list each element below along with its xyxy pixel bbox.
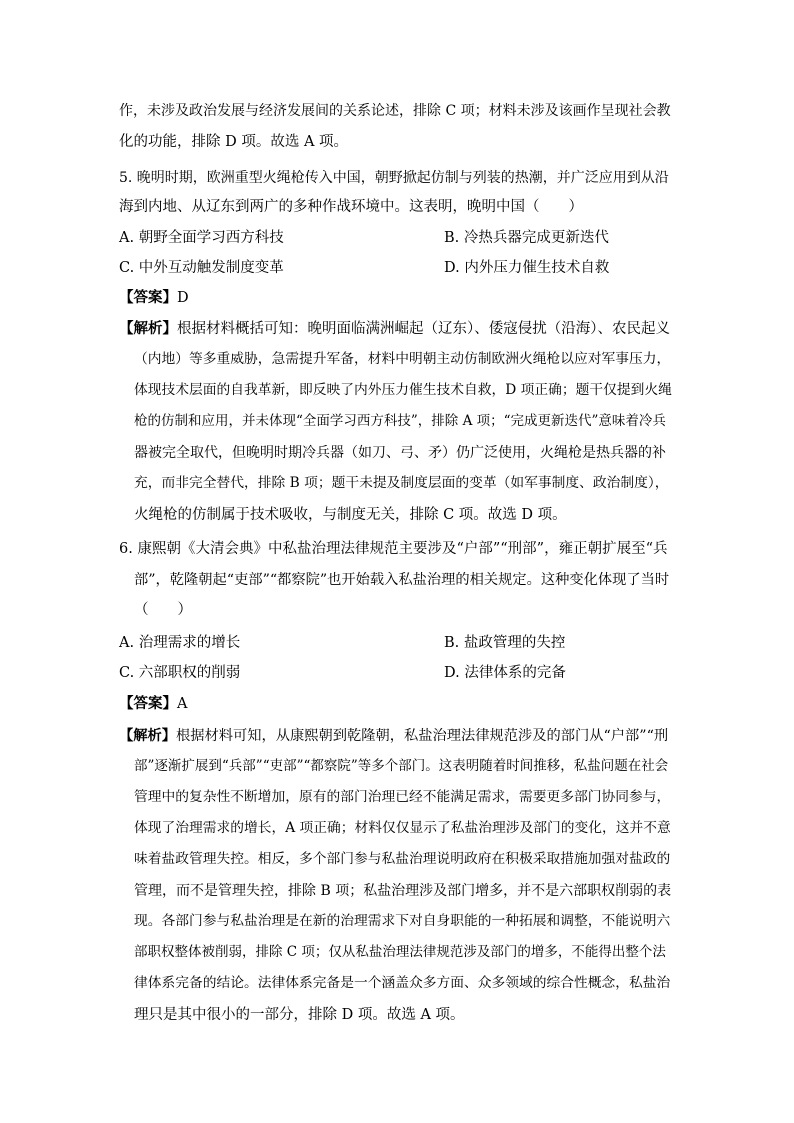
q6-option-b: B. 盐政管理的失控 — [444, 635, 566, 651]
q5-analysis-line-7: 火绳枪的仿制属于技术吸收，与制度无关，排除 C 项。故选 D 项。 — [134, 507, 567, 523]
q6-analysis-line-5: 味着盐政管理失控。相反，多个部门参与私盐治理说明政府在积极采取措施加强对盐政的 — [134, 851, 671, 867]
q5-answer-value: D — [177, 290, 189, 306]
q6-analysis-line-2: 部”逐渐扩展到“兵部”“吏部”“都察院”等多个部门。这表明随着时间推移，私盐问题在社会 — [134, 758, 669, 774]
q5-option-b: B. 冷热兵器完成更新迭代 — [444, 230, 609, 246]
q5-option-d: D. 内外压力催生技术自救 — [444, 260, 610, 276]
q5-option-c: C. 中外互动触发制度变革 — [119, 260, 284, 276]
q5-answer — [119, 291, 189, 306]
q5-stem-line-1: 5. 晚明时期，欧洲重型火绳枪传入中国，朝野掀起仿制与列装的热潮，并广泛应用到从沿 — [119, 170, 669, 186]
q6-analysis-line-6: 管理，而不是管理失控，排除 B 项；私盐治理涉及部门增多，并不是六部职权削弱的表 — [134, 883, 672, 899]
q5-answer-label: 【答案】 — [119, 289, 177, 306]
q6-analysis-line-1: 【解析】根据材料可知，从康熙朝到乾隆朝，私盐治理法律规范涉及的部门从“户部”“刑 — [119, 728, 669, 744]
q6-analysis-line-7: 现。各部门参与私盐治理是在新的治理需求下对自身职能的一种拓展和调整，不能说明六 — [134, 913, 671, 929]
q4-tail-line-1: 作，未涉及政治发展与经济发展间的关系论述，排除 C 项；材料未涉及该画作呈现社会教 — [119, 103, 671, 119]
q6-option-d: D. 法律体系的完备 — [444, 665, 566, 681]
q6-answer-label: 【答案】 — [119, 695, 177, 712]
q6-answer-value: A — [177, 696, 188, 712]
q5-analysis-line-1: 【解析】根据材料概括可知：晚明面临满洲崛起（辽东）、倭寇侵扰（沿海）、农民起义 — [119, 320, 670, 337]
q5-option-a: A. 朝野全面学习西方科技 — [119, 230, 284, 246]
q5-analysis-line-3: 体现技术层面的自我革新，即反映了内外压力催生技术自救，D 项正确；题干仅提到火绳 — [134, 382, 672, 398]
q6-answer — [119, 697, 187, 712]
q5-analysis-line-6: 充，而非完全替代，排除 B 项；题干未提及制度层面的变革（如军事制度、政治制度）， — [134, 475, 669, 491]
q6-analysis-line-4: 体现了治理需求的增长，A 项正确；材料仅仅显示了私盐治理涉及部门的变化，这并不意 — [134, 820, 671, 836]
q6-analysis-line-3: 管理中的复杂性不断增加，原有的部门治理已经不能满足需求，需要更多部门协同参与， — [134, 789, 671, 805]
q6-analysis-label: 【解析】 — [119, 728, 177, 744]
q6-stem-line-3: （ ） — [134, 602, 192, 618]
q5-analysis-line-5: 器被完全取代，但晚明时期冷兵器（如刀、弓、矛）仍广泛使用，火绳枪是热兵器的补 — [134, 445, 666, 461]
q5-stem-line-2: 海到内地、从辽东到两广的多种作战环境中。这表明，晚明中国（ ） — [119, 199, 583, 215]
q5-analysis-line-2: （内地）等多重威胁，急需提升军备，材料中明朝主动仿制欧洲火绳枪以应对军事压力， — [134, 351, 671, 367]
q5-analysis-line-4: 枪的仿制和应用，并未体现“全面学习西方科技”，排除 A 项；“完成更新迭代”意味着冷兵 — [134, 413, 666, 429]
q6-stem-line-1: 6. 康熙朝《大清会典》中私盐治理法律规范主要涉及“户部”“刑部”，雍正朝扩展至“兵 — [119, 541, 668, 557]
q6-analysis-line-9: 律体系完备的结论。法律体系完备是一个涵盖众多方面、众多领域的综合性概念，私盐治 — [134, 975, 671, 991]
q5-analysis-label: 【解析】 — [119, 320, 177, 337]
q6-analysis-line-10: 理只是其中很小的一部分，排除 D 项。故选 A 项。 — [134, 1007, 465, 1023]
q6-analysis-line-8: 部职权整体被削弱，排除 C 项；仅从私盐治理法律规范涉及部门的增多，不能得出整个法 — [134, 944, 666, 960]
q6-stem-line-2: 部”，乾隆朝起“吏部”“都察院”也开始载入私盐治理的相关规定。这种变化体现了当时 — [134, 572, 670, 588]
q6-option-a: A. 治理需求的增长 — [119, 635, 241, 651]
q6-option-c: C. 六部职权的削弱 — [119, 665, 241, 681]
q4-tail-line-2: 化的功能，排除 D 项。故选 A 项。 — [119, 134, 349, 150]
